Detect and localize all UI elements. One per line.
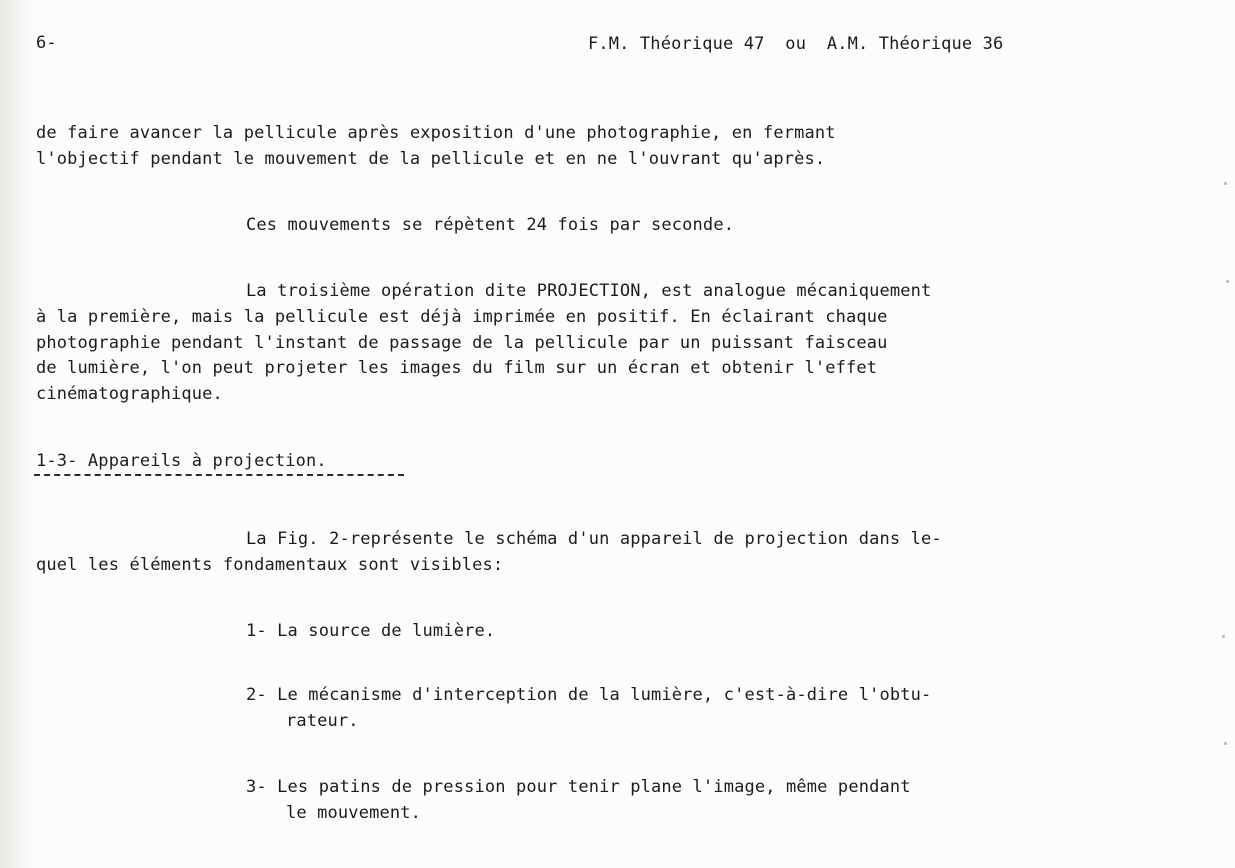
body-line: l'objectif pendant le mouvement de la pellicule et en ne l'ouvrant qu'après.: [36, 149, 826, 169]
body-line: de faire avancer la pellicule après exposition d'une photographie, en fermant: [36, 123, 836, 143]
body-line: cinématographique.: [36, 384, 223, 404]
section-heading: 1-3- Appareils à projection.: [36, 451, 327, 471]
body-line: quel les éléments fondamentaux sont visibles:: [36, 555, 504, 575]
body-line: photographie pendant l'instant de passage de la pellicule par un puissant faisceau: [36, 333, 888, 353]
list-item: 1- La source de lumière.: [246, 621, 496, 641]
list-item-continuation: rateur.: [286, 711, 359, 731]
list-item: 2- Le mécanisme d'interception de la lumière, c'est-à-dire l'obtu-: [246, 685, 932, 705]
scan-speck: [1222, 635, 1225, 638]
body-line: de lumière, l'on peut projeter les images du film sur un écran et obtenir l'effet: [36, 358, 878, 378]
scan-speck: [1224, 182, 1227, 185]
bleed-through-text: [330, 484, 655, 506]
body-line: Ces mouvements se répètent 24 fois par seconde.: [246, 215, 735, 235]
list-item: 3- Les patins de pression pour tenir plane l'image, même pendant: [246, 777, 911, 797]
body-line: La Fig. 2-représente le schéma d'un appareil de projection dans le-: [246, 529, 942, 549]
list-item-continuation: le mouvement.: [286, 803, 422, 823]
page-number: 6-: [36, 33, 57, 53]
page-header-reference: F.M. Théorique 47 ou A.M. Théorique 36: [588, 34, 1004, 54]
body-line: à la première, mais la pellicule est déjà imprimée en positif. En éclairant chaque: [36, 307, 888, 327]
scan-edge-shadow: [0, 0, 34, 868]
scan-speck: [1224, 742, 1227, 745]
heading-underline: [34, 474, 404, 476]
body-line: La troisième opération dite PROJECTION, est analogue mécaniquement: [246, 281, 932, 301]
scan-speck: [1226, 280, 1229, 283]
